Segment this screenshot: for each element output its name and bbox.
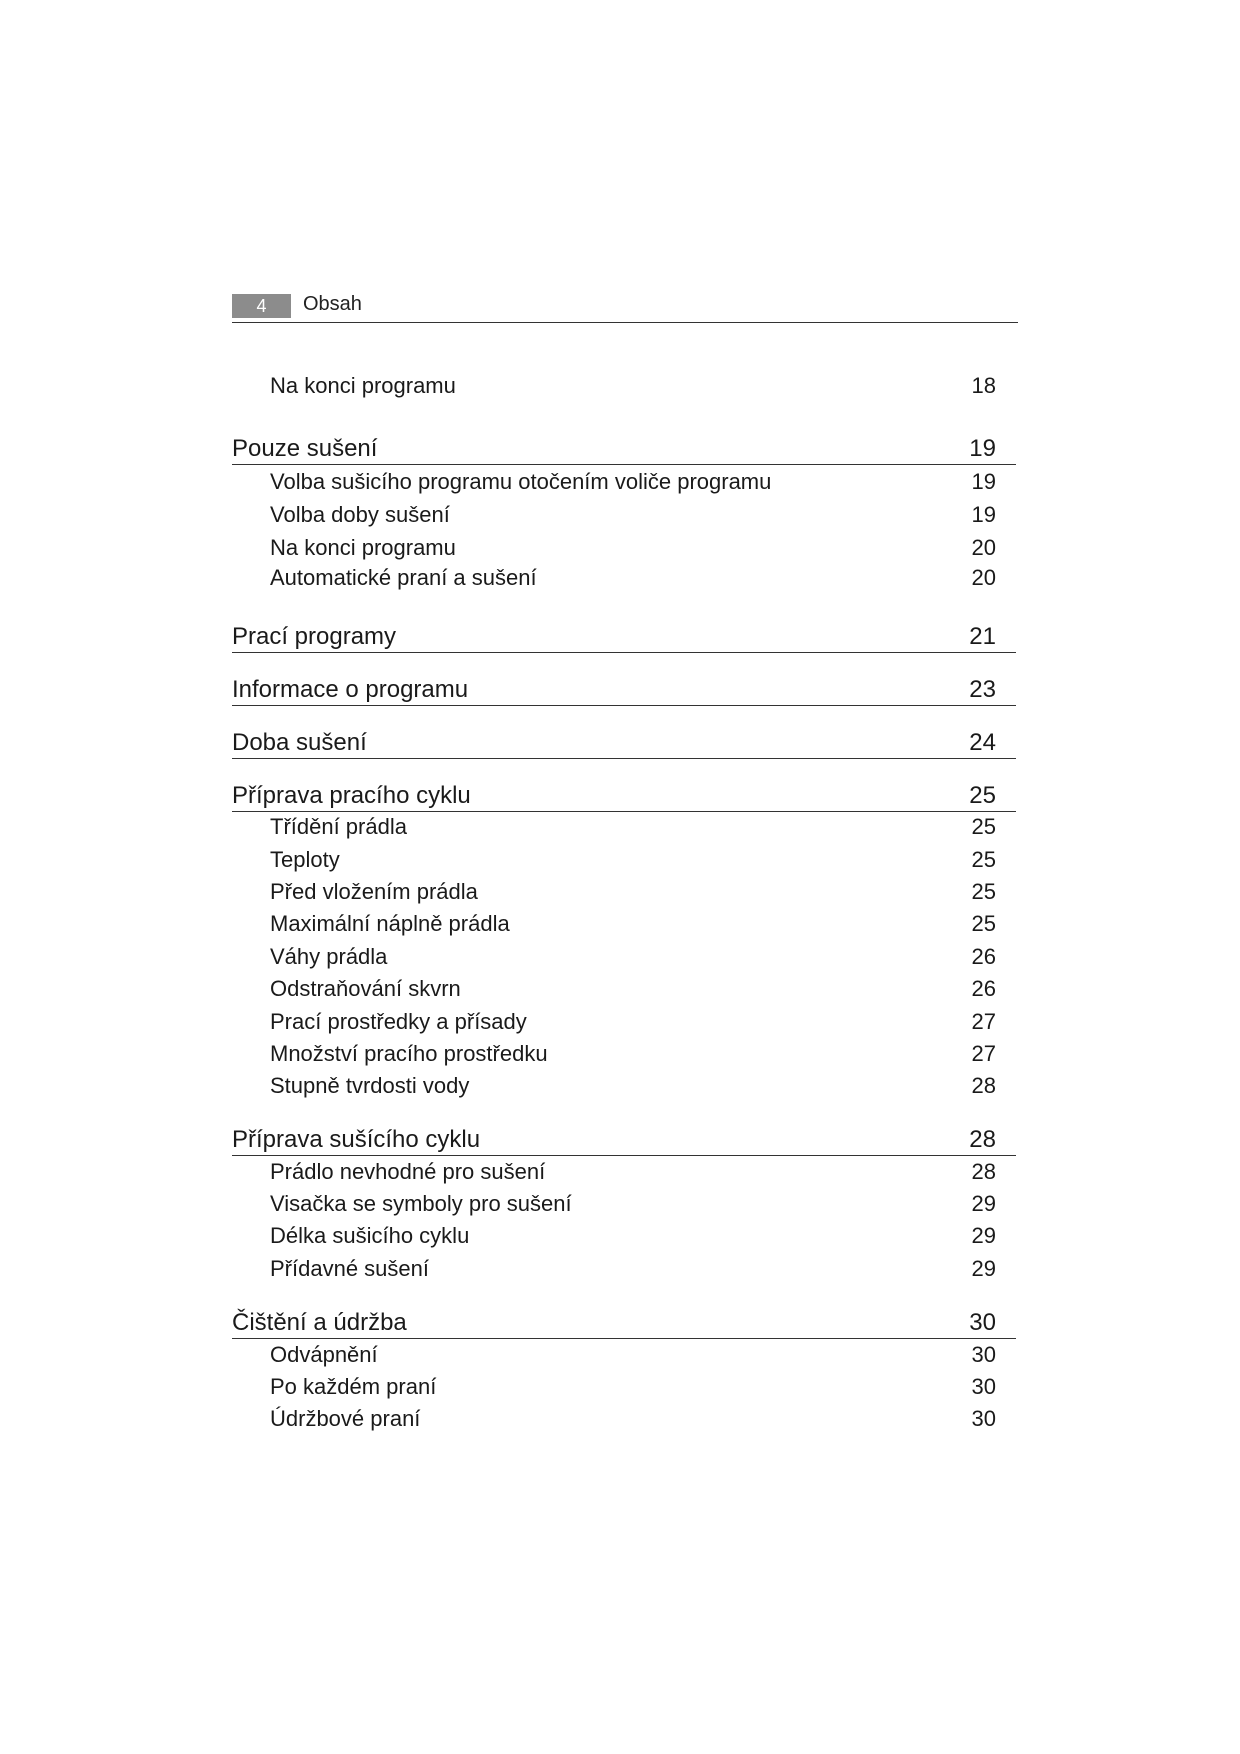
header-title: Obsah [303, 293, 362, 315]
toc-entry-page: 26 [971, 976, 996, 1001]
toc-entry-title: Přídavné sušení [270, 1256, 429, 1281]
toc-sub-entry [232, 1341, 1016, 1369]
toc-sub-entry [232, 878, 1016, 906]
toc-entry-page: 25 [971, 911, 996, 936]
toc-entry-title: Prací programy [232, 623, 397, 650]
toc-entry-page: 19 [969, 435, 996, 462]
toc-entry-title: Množství pracího prostředku [270, 1041, 548, 1066]
toc-entry-page: 19 [971, 469, 996, 494]
toc-section-entry [232, 675, 1016, 706]
page-header [232, 290, 1018, 323]
toc-entry-page: 28 [969, 1126, 996, 1153]
toc-entry-title: Volba sušicího programu otočením voliče programu [270, 469, 772, 494]
toc-section-entry [232, 781, 1016, 812]
toc-entry-page: 25 [971, 879, 996, 904]
toc-entry-page: 20 [971, 565, 996, 590]
toc-sub-entry [232, 1190, 1016, 1218]
toc-sub-entry [232, 1255, 1016, 1283]
toc-entry-title: Příprava sušícího cyklu [232, 1126, 481, 1153]
toc-entry-title: Pouze sušení [232, 435, 378, 462]
toc-entry-title: Stupně tvrdosti vody [270, 1073, 470, 1098]
toc-entry-page: 21 [969, 623, 996, 650]
toc-entry-title: Na konci programu [270, 535, 456, 560]
toc-section-entry [232, 1125, 1016, 1156]
toc-entry-title: Prádlo nevhodné pro sušení [270, 1159, 546, 1184]
toc-sub-entry [232, 846, 1016, 874]
toc-entry-title: Informace o programu [232, 676, 469, 703]
toc-entry-title: Třídění prádla [270, 814, 407, 839]
toc-entry-page: 25 [971, 814, 996, 839]
toc-entry-page: 30 [971, 1342, 996, 1367]
toc-entry-page: 29 [971, 1223, 996, 1248]
toc-sub-entry [232, 1158, 1016, 1186]
toc-sub-entry [232, 1405, 1016, 1433]
toc-entry-title: Odstraňování skvrn [270, 976, 461, 1001]
toc-entry-title: Na konci programu [270, 373, 456, 398]
toc-sub-entry [232, 501, 1016, 529]
toc-entry-title: Volba doby sušení [270, 502, 450, 527]
toc-entry-title: Automatické praní a sušení [270, 565, 537, 590]
toc-entry-title: Údržbové praní [270, 1406, 421, 1431]
toc-sub-entry [232, 813, 1016, 841]
toc-entry-page: 19 [971, 502, 996, 527]
toc-sub-entry [232, 910, 1016, 938]
toc-entry-page: 30 [969, 1309, 996, 1336]
page-number: 4 [232, 294, 291, 318]
toc-entry-page: 29 [971, 1191, 996, 1216]
toc-entry-page: 28 [971, 1073, 996, 1098]
toc-sub-entry [232, 534, 1016, 562]
toc-entry-title: Visačka se symboly pro sušení [270, 1191, 572, 1216]
toc-entry-title: Před vložením prádla [270, 879, 478, 904]
toc-sub-entry [232, 1072, 1016, 1100]
toc-sub-entry [232, 975, 1016, 1003]
toc-sub-entry [232, 468, 1016, 496]
toc-sub-entry [232, 1222, 1016, 1250]
toc-section-entry [232, 434, 1016, 465]
toc-entry-page: 27 [971, 1041, 996, 1066]
toc-section-entry [232, 1308, 1016, 1339]
toc-entry-title: Doba sušení [232, 729, 367, 756]
toc-sub-entry [232, 1040, 1016, 1068]
toc-entry-page: 27 [971, 1009, 996, 1034]
toc-entry-page: 26 [971, 944, 996, 969]
toc-entry-title: Prací prostředky a přísady [270, 1009, 527, 1034]
toc-entry-title: Teploty [270, 847, 340, 872]
toc-entry-page: 25 [969, 782, 996, 809]
toc-section-entry [232, 728, 1016, 759]
toc-entry-page: 29 [971, 1256, 996, 1281]
toc-entry-page: 23 [969, 676, 996, 703]
toc-entry-title: Maximální náplně prádla [270, 911, 510, 936]
toc-entry-title: Délka sušicího cyklu [270, 1223, 470, 1248]
toc-entry-page: 30 [971, 1374, 996, 1399]
toc-section-entry [232, 622, 1016, 653]
toc-entry-page: 18 [971, 373, 996, 398]
toc-entry-title: Odvápnění [270, 1342, 378, 1367]
toc-sub-entry [232, 1373, 1016, 1401]
toc-entry-title: Váhy prádla [270, 944, 388, 969]
toc-sub-entry [232, 943, 1016, 971]
toc-entry-page: 20 [971, 535, 996, 560]
toc-entry-title: Čištění a údržba [232, 1309, 407, 1336]
toc-entry-title: Příprava pracího cyklu [232, 782, 471, 809]
toc-entry-page: 24 [969, 729, 996, 756]
toc-entry-page: 25 [971, 847, 996, 872]
toc-sub-entry [232, 564, 1016, 592]
toc-entry-page: 30 [971, 1406, 996, 1431]
toc-entry-page: 28 [971, 1159, 996, 1184]
toc-sub-entry [232, 1008, 1016, 1036]
toc-sub-entry [232, 372, 1016, 400]
toc-entry-title: Po každém praní [270, 1374, 437, 1399]
